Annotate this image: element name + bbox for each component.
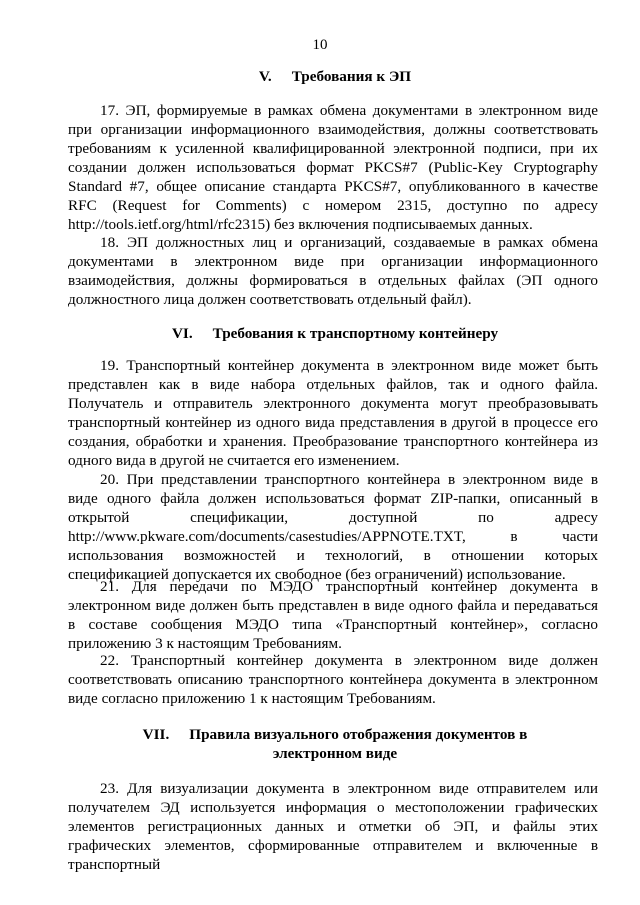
paragraph-23: 23. Для визуализации документа в электронном виде отправителем или получателем ЭД используется информация о местоположении графических элементов регистрационных данных и отметки об ЭП, и файлы этих графических элементов, сформированные отправителем и включенные в транспортный — [68, 780, 598, 873]
section-5-title: Требования к ЭП — [291, 68, 412, 85]
paragraph-22: 22. Транспортный контейнер документа в электронном виде должен соответствовать описанию транспортного контейнера документа в электронном виде согласно приложению 1 к настоящим Требованиям. — [68, 652, 598, 707]
section-6-title: Требования к транспортному контейнеру — [212, 325, 499, 342]
section-5-number: V. — [258, 68, 272, 85]
paragraph-18: 18. ЭП должностных лиц и организаций, создаваемые в рамках обмена документами в электронном виде при организации информационного взаимодействия, должны формироваться в отдельных файлах (ЭП одного должностного лица должен соответствовать отдельный файл). — [68, 234, 598, 308]
section-7-title: Правила визуального отображения документов в электронном виде — [189, 726, 528, 762]
paragraph-20: 20. При представлении транспортного контейнера в электронном виде в виде одного файла должен использоваться формат ZIP-папки, описанный в открытой спецификации, доступной по адресу http://www.pkware.com/documents/casestudies/APPNOTE.TXT, в части использования возможностей и технологий, в отношении которых спецификацией допускается их свободное (без ограничений) использование. — [68, 471, 598, 583]
section-7-heading — [110, 725, 560, 763]
section-7-number: VII. — [142, 726, 170, 743]
paragraph-21: 21. Для передачи по МЭДО транспортный контейнер документа в электронном виде должен быть представлен в виде одного файла и передаваться в составе сообщения МЭДО типа «Транспортный контейнер», согласно приложению 3 к настоящим Требованиям. — [68, 578, 598, 652]
paragraph-17: 17. ЭП, формируемые в рамках обмена документами в электронном виде при организации информационного взаимодействия, должны соответствовать требованиям к усиленной квалифицированной электронной подписи, при их создании должен использоваться формат PKCS#7 (Public-Key Cryptography Standard #7, общее описание стандарта PKCS#7, опубликованного в качестве RFC (Request for Comments) с номером 2315, доступно по адресу http://tools.ietf.org/html/rfc2315) без включения подписываемых данных. — [68, 102, 598, 233]
section-6-heading — [60, 324, 610, 343]
page-number: 10 — [312, 37, 328, 53]
section-6-number: VI. — [171, 325, 193, 342]
section-5-heading — [60, 67, 610, 86]
paragraph-19: 19. Транспортный контейнер документа в электронном виде может быть представлен как в виде набора отдельных файлов, так и одного файла. Получатель и отправитель электронного документа могут преобразовывать транспортный контейнер из одного вида представления в другой в процессе его создания, обработки и хранения. Преобразование транспортного контейнера из одного вида в другой не считается его изменением. — [68, 357, 598, 469]
